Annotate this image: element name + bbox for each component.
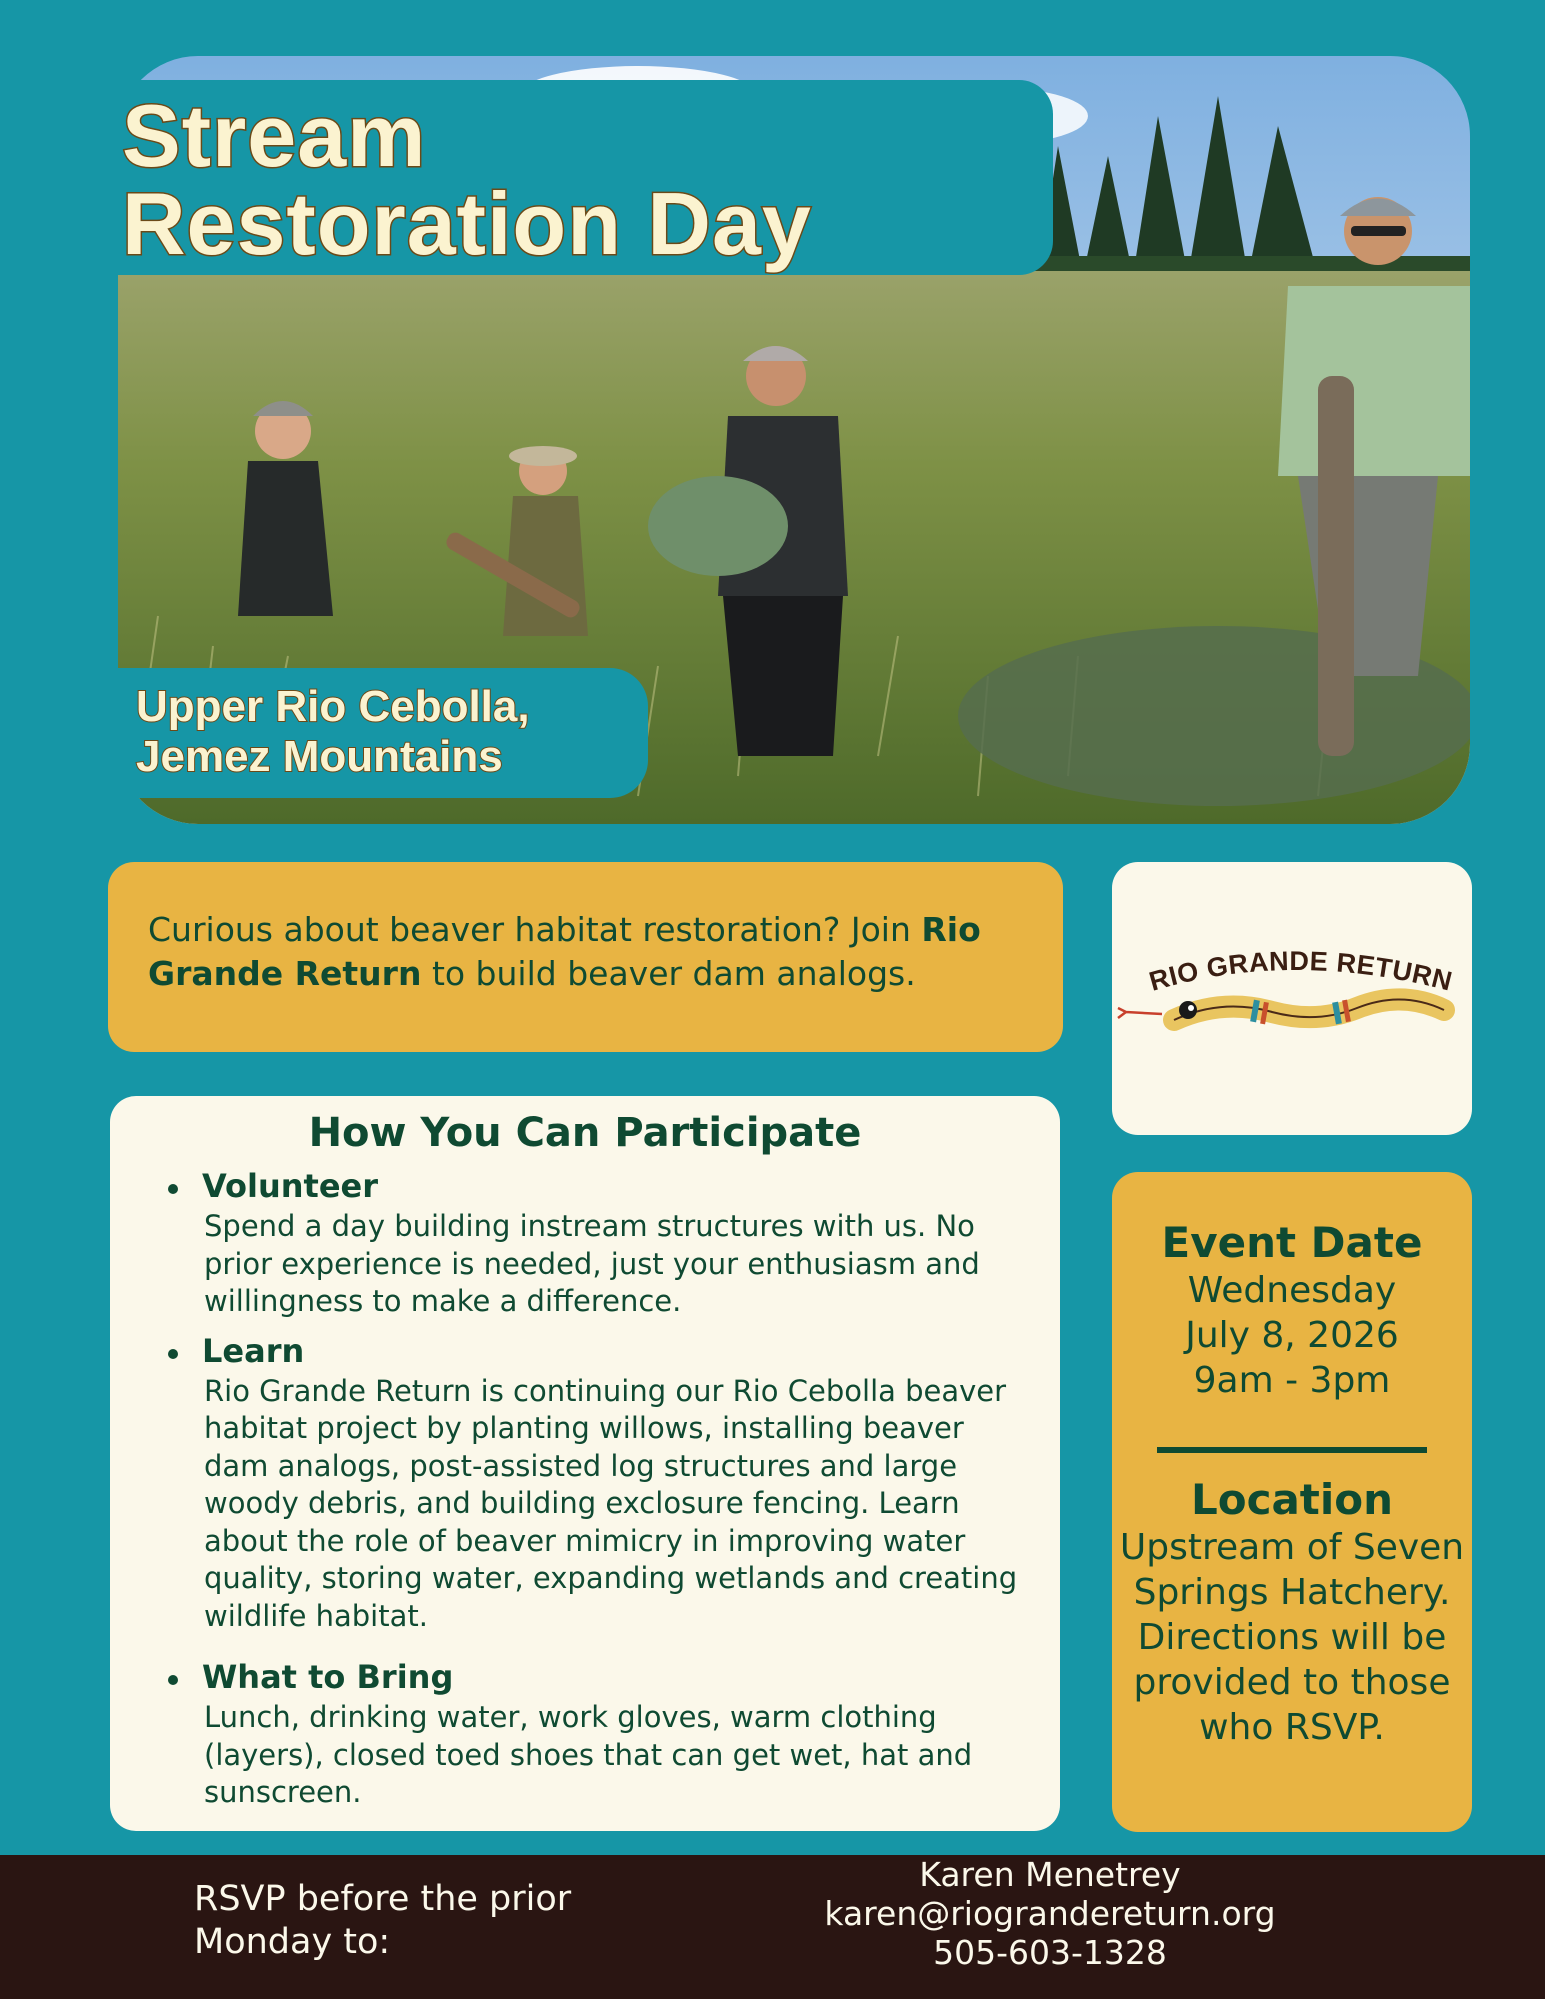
event-date-heading: Event Date [1161,1218,1423,1267]
participate-box [110,1096,1060,1831]
bullet-title-what-to-bring: What to Bring [202,1658,454,1696]
footer [0,1855,1545,1999]
event-weekday: Wednesday [1187,1270,1397,1311]
bullet-title-learn: Learn [202,1331,305,1370]
list-item [160,1655,1020,1812]
location-text: Upstream of Seven Springs Hatchery. Directions will be provided to those who RSVP. [1119,1527,1465,1748]
title-line-1: Stream [122,86,427,185]
title-line-2: Restoration Day [122,174,812,273]
bullet-title-volunteer: Volunteer [202,1167,379,1205]
intro-org: Rio Grande Return [148,910,981,993]
intro-text-1: Curious about beaver habitat restoration? Join [148,910,922,949]
contact-info [780,1855,1320,1972]
location-line-1: Upper Rio Cebolla, [136,682,530,731]
bullet-body-what-to-bring: Lunch, drinking water, work gloves, warm clothing (layers), closed toed shoes that can get wet, hat and sunscreen. [204,1700,973,1809]
logo-text: RIO GRANDE RETURN [1145,945,1456,997]
contact-email[interactable]: karen@riograndereturn.org [824,1894,1276,1933]
list-item [160,1164,1020,1321]
rsvp-text: RSVP before the prior Monday to: [194,1879,572,1962]
contact-phone[interactable]: 505-603-1328 [933,1933,1167,1972]
event-info-box [1112,1172,1472,1832]
bullet-body-volunteer: Spend a day building instream structures with us. No prior experience is needed, just your enthusiasm and willingness to make a difference. [204,1209,980,1318]
location-heading: Location [1190,1475,1394,1524]
intro-box [108,862,1063,1052]
event-time: 9am - 3pm [1193,1360,1391,1401]
divider [1157,1447,1427,1453]
list-item [160,1329,1020,1636]
event-date: July 8, 2026 [1185,1315,1399,1356]
location-label [118,668,648,798]
bullet-body-learn: Rio Grande Return is continuing our Rio Cebolla beaver habitat project by planting willows, installing beaver dam analogs, post-assisted log structures and large woody debris, and building exclosure fencing. Learn about the role of beaver mimicry in improving water quality, storing water, expanding wetlands and creating wildlife habitat. [204,1373,1018,1633]
participate-heading: How You Can Participate [308,1110,862,1156]
contact-name: Karen Menetrey [919,1855,1181,1894]
location-line-2: Jemez Mountains [136,732,503,781]
event-title [118,80,1053,275]
intro-text-2: to build beaver dam analogs. [421,954,916,993]
logo-box [1112,862,1472,1135]
river-snake-logo-icon [1112,862,1472,1135]
